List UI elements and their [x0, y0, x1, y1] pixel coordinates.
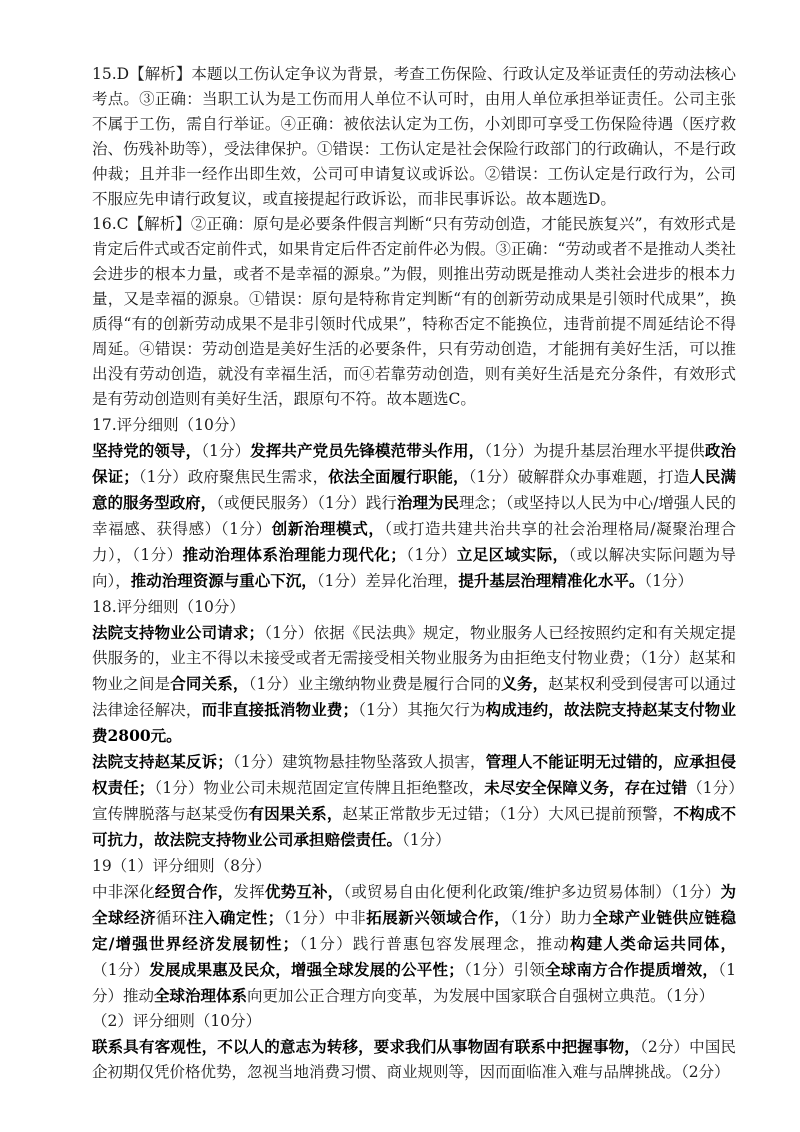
q15-explanation: 15.D【解析】本题以工伤认定争议为背景，考查工伤保险、行政认定及举证责任的劳动法核心考点。③正确：当职工认为是工伤而用人单位不认可时，由用人单位承担举证责任。公司主张不属于工伤，需自行举证。④正确：被依法认定为工伤，小刘即可享受工伤保险待遇（医疗救治、伤残补助等），受法律保护。①错误：工伤认定是社会保险行政部门的行政确认，不是行政仲裁；且并非一经作出即生效，公司可申请复议或诉讼。②错误：工伤认定是行政行为，公司不服应先申请行政复议，或直接提起行政诉讼，而非民事诉讼。故本题选D。: [92, 65, 736, 208]
q17-scoring: 坚持党的领导，（1分）发挥共产党员先锋模范带头作用，（1分）为提升基层治理水平提供政治保证；（1分）政府聚焦民生需求，依法全面履行职能，（1分）破解群众办事难题，打造人民满意的服务型政府，（或便民服务）（1分）践行治理为民理念；（或坚持以人民为中心/增强人民的幸福感、获得感）（1分）创新治理模式，（或打造共建共治共享的社会治理格局/凝聚治理合力），（1分）推动治理体系治理能力现代化；（1分）立足区域实际，（或以解决实际问题为导向），推动治理资源与重心下沉，（1分）差异化治理，提升基层治理精准化水平。（1分）: [92, 441, 736, 590]
q16-explanation: 16.C【解析】②正确：原句是必要条件假言判断“只有劳动创造，才能民族复兴”，有效形式是肯定后件式或否定前件式，如果肯定后件否定前件必为假。③正确：“劳动或者不是推动人类社会进步的根本力量，或者不是幸福的源泉。”为假，则推出劳动既是推动人类社会进步的根本力量，又是幸福的源泉。①错误：原句是特称肯定判断“有的创新劳动成果是引领时代成果”，换质得“有的创新劳动成果不是非引领时代成果”，特称否定不能换位，违背前提不周延结论不得周延。④错误：劳动创造是美好生活的必要条件，只有劳动创造，才能拥有美好生活，可以推出没有劳动创造，就没有幸福生活，而④若靠劳动创造，则有美好生活是充分条件，有效形式是有劳动创造则有美好生活，跟原句不符。故本题选C。: [92, 215, 736, 408]
q19-2-heading: （2）评分细则（10分）: [92, 1012, 262, 1030]
q18-scoring-part-b: 法院支持赵某反诉；（1分）建筑物悬挂物坠落致人损害，管理人不能证明无过错的，应承担侵权责任；（1分）物业公司未规范固定宣传牌且拒绝整改，未尽安全保障义务，存在过错（1分）宣传牌脱落与赵某受伤有因果关系，赵某正常散步无过错；（1分）大风已提前预警，不构成不可抗力，故法院支持物业公司承担赔偿责任。（1分）: [92, 752, 736, 849]
q17-heading: 17.评分细则（10分）: [92, 416, 245, 434]
q19-2-scoring: 联系具有客观性，不以人的意志为转移，要求我们从事物固有联系中把握事物，（2分）中国民企初期仅凭价格优势，忽视当地消费习惯、商业规则等，因而面临准入难与品牌挑战。（2分）: [92, 1037, 736, 1081]
q18-scoring-part-a: 法院支持物业公司请求；（1分）依据《民法典》规定，物业服务人已经按照约定和有关规定提供服务的，业主不得以未接受或者无需接受相关物业服务为由拒绝支付物业费；（1分）赵某和物业之间是合同关系，（1分）业主缴纳物业费是履行合同的义务，赵某权利受到侵害可以通过法律途径解决，而非直接抵消物业费；（1分）其拖欠行为构成违约，故法院支持赵某支付物业费2800元。: [92, 623, 736, 745]
q19-1-heading: 19（1）评分细则（8分）: [92, 857, 271, 875]
q19-1-scoring: 中非深化经贸合作，发挥优势互补，（或贸易自由化便利化政策/维护多边贸易体制）（1分）为全球经济循环注入确定性；（1分）中非拓展新兴领域合作，（1分）助力全球产业链供应链稳定/增强世界经济发展韧性；（1分）践行普惠包容发展理念，推动构建人类命运共同体，（1分）发展成果惠及民众，增强全球发展的公平性；（1分）引领全球南方合作提质增效，（1分）推动全球治理体系向更加公正合理方向变革，为发展中国家联合自强树立典范。（1分）: [92, 882, 736, 1005]
q18-heading: 18.评分细则（10分）: [92, 598, 245, 616]
